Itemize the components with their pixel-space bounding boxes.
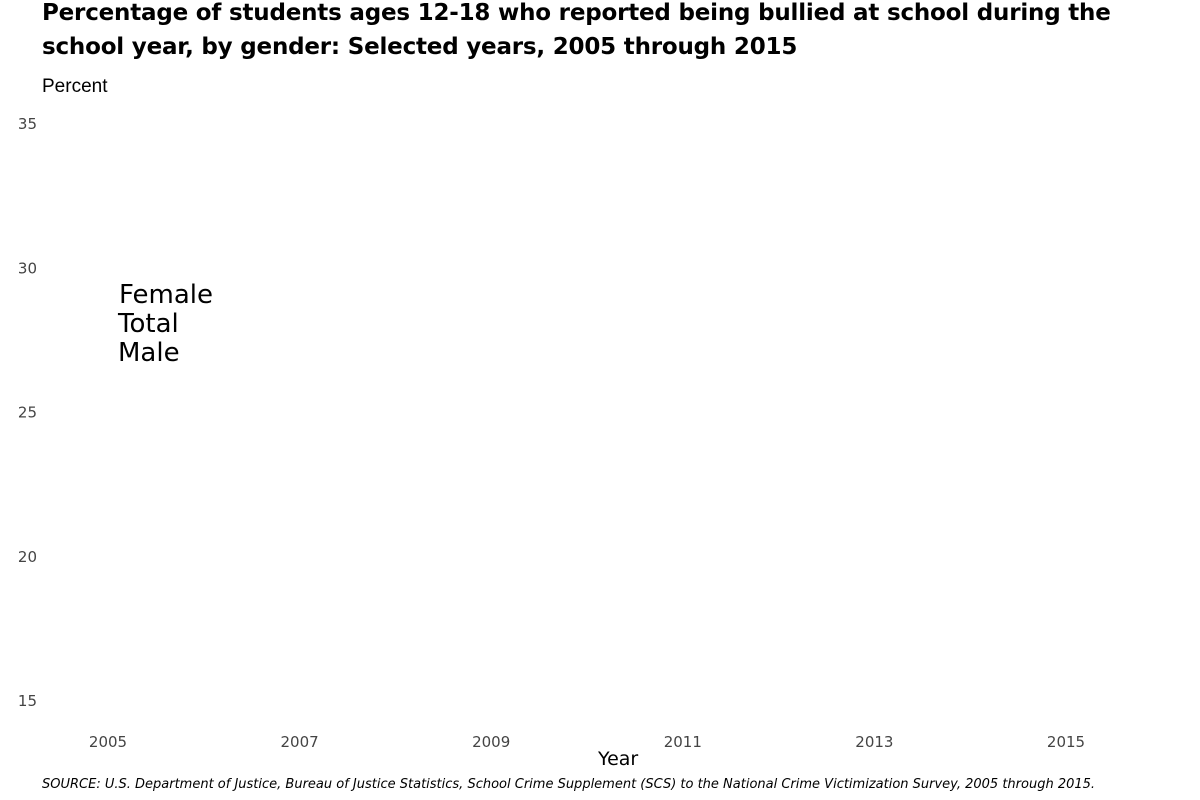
x-tick-label: 2013 bbox=[855, 733, 894, 751]
x-axis-label: Year bbox=[598, 748, 639, 770]
source-note: SOURCE: U.S. Department of Justice, Bureau of Justice Statistics, School Crime Supplement (SCS) to the National Crime Victimization Survey, 2005 through 2015. bbox=[42, 777, 1096, 792]
x-tick-label: 2007 bbox=[280, 733, 319, 751]
x-tick-label: 2011 bbox=[663, 733, 702, 751]
series-labels bbox=[117, 280, 213, 368]
y-axis-ticks bbox=[18, 115, 37, 710]
chart-title: Percentage of students ages 12-18 who reported being bullied at school during the school year, by gender: Selected years, 2005 through 2015 bbox=[42, 0, 1111, 60]
x-tick-label: 2009 bbox=[472, 733, 511, 751]
x-tick-label: 2005 bbox=[88, 733, 128, 751]
x-axis-ticks bbox=[89, 733, 1085, 751]
y-tick-label: 35 bbox=[17, 115, 37, 133]
x-tick-label: 2015 bbox=[1046, 733, 1086, 751]
series-label-female: Female bbox=[119, 280, 214, 311]
y-tick-label: 15 bbox=[17, 692, 37, 710]
y-tick-label: 25 bbox=[17, 403, 37, 422]
y-tick-label: 30 bbox=[17, 259, 37, 278]
y-tick-label: 20 bbox=[17, 547, 37, 566]
y-axis-label: Percent bbox=[42, 76, 108, 97]
series-label-total: Total bbox=[118, 309, 179, 340]
series-label-male: Male bbox=[118, 337, 180, 368]
